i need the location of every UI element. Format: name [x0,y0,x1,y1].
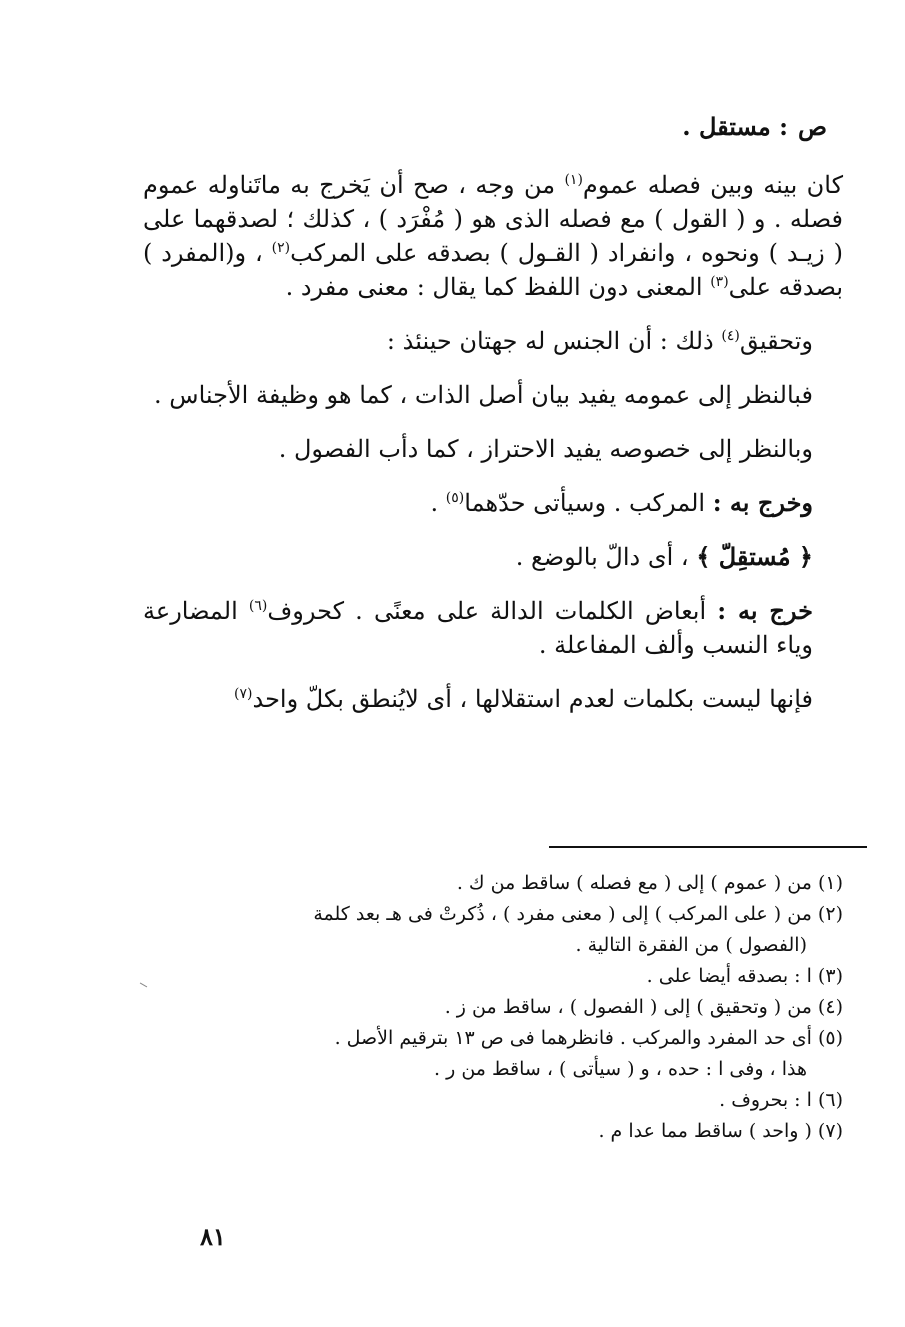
footnote-4: (٤) من ( وتحقيق ) إلى ( الفصول ) ، ساقط من ز . [444,996,843,1018]
main-text [143,168,843,716]
footnote-5: (٥) أى حد المفرد والمركب . فانظرهما فى ص ١٣ بترقيم الأصل . [334,1027,843,1049]
p8-part-a: فإنها ليست بكلمات لعدم استقلالها ، أى لايُنطق بكلّ واحد [252,685,813,713]
paragraph-7 [143,594,843,662]
footnote-divider [549,846,867,848]
p7-part-a: أبعاض الكلمات الدالة على معنًى . كحروف [267,597,707,625]
footnote-ref: (٧) [234,686,253,702]
footnote-3: (٣) ا : بصدقه أيضا على . [646,965,843,987]
p1-part-c: ، و(المفرد ) بصدقه على [143,239,843,301]
p1-part-a: كان بينه وبين فصله عموم [582,171,843,199]
paragraph-2 [143,324,843,358]
footnote-ref: (٢) [271,240,291,256]
p5-part-a: المركب . وسيأتى حدّهما [464,489,706,517]
p5-label: وخرج به : [712,488,813,517]
source-mark: ص [797,112,827,141]
p5-part-b: . [430,489,439,517]
p7-label: خرج به : [717,596,814,625]
p6-label: ﴿ مُستقِلّ ﴾ [696,542,813,571]
paragraph-4: وبالنظر إلى خصوصه يفيد الاحتراز ، كما دأب الفصول . [278,435,813,463]
footnote-2-continuation: (الفصول ) من الفقرة التالية . [575,934,807,956]
footnote-7: (٧) ( واحد ) ساقط مما عدا م . [598,1120,843,1142]
footnote-ref: (٥) [445,490,465,506]
p2-part-a: وتحقيق [739,327,813,355]
footnote-ref: (٦) [248,598,268,614]
header-text: : مستقل . [682,112,788,141]
paragraph-1 [143,168,843,304]
paragraph-6 [143,540,843,574]
p7-part-b: المضارعة وياء النسب وألف المفاعلة . [143,597,813,659]
section-header [427,112,827,141]
footnote-1: (١) من ( عموم ) إلى ( مع فصله ) ساقط من ك . [456,872,843,894]
p1-part-d: المعنى دون اللفظ كما يقال : معنى مفرد . [285,273,703,301]
paragraph-5 [143,486,843,520]
footnote-5-continuation: هذا ، وفى ا : حده ، و ( سيأتى ) ، ساقط من ر . [434,1058,807,1080]
footnote-6: (٦) ا : بحروف . [719,1089,843,1111]
p1-part-b: من وجه ، صح أن يَخرج به ماتَناوله عموم فصله . و ( القول ) مع فصله الذى هو ( مُفْرَد ) ، كذلك ؛ لصدقهما على ( زيـد ) ونحوه ، وانفراد ( القـول ) بصدقه على المركب [143,171,843,267]
paragraph-3: فبالنظر إلى عمومه يفيد بيان أصل الذات ، كما هو وظيفة الأجناس . [154,381,813,409]
scan-speck [137,982,147,992]
p6-text: ، أى دالّ بالوضع . [515,543,689,571]
footnote-ref: (٤) [721,328,740,344]
footnote-2: (٢) من ( على المركب ) إلى ( معنى مفرد ) ، ذُكرتْ فى هـ بعد كلمة [313,903,843,925]
footnote-ref: (١) [564,172,583,188]
paragraph-8 [143,682,843,716]
page-number: ٨١ [200,1222,226,1251]
p2-part-b: ذلك : أن الجنس له جهتان حينئذ : [386,327,714,355]
footnote-ref: (٣) [710,274,729,290]
footnotes [183,868,843,1147]
